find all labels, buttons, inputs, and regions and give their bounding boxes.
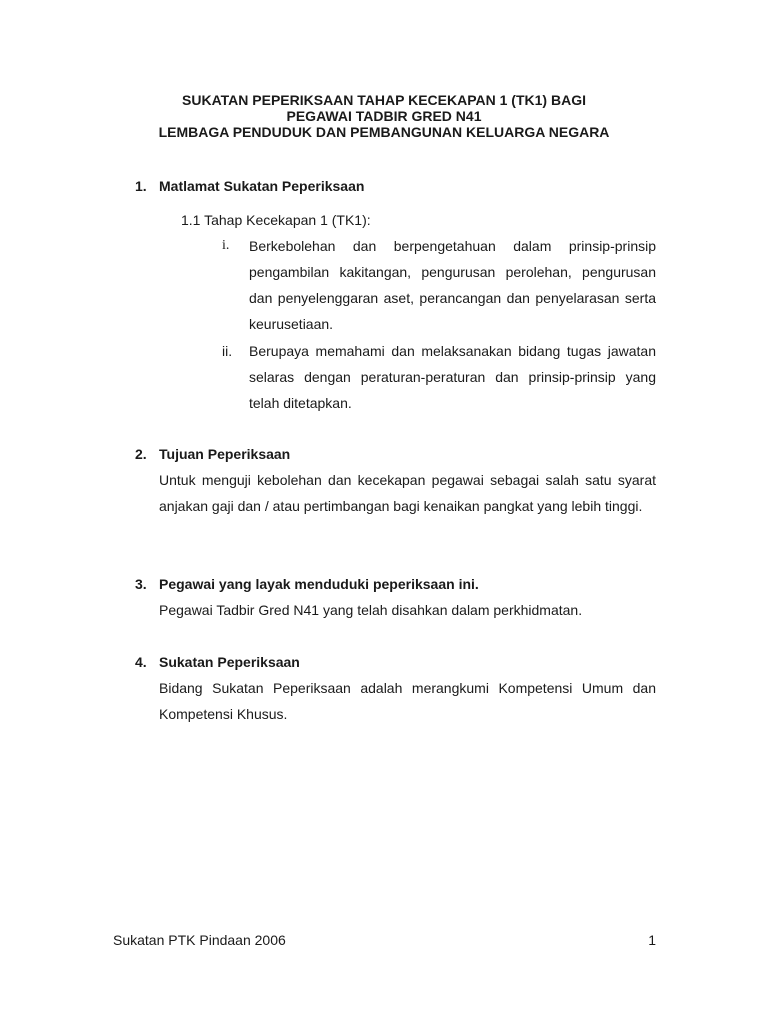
section-1-number: 1. xyxy=(135,178,147,194)
title-line-2: PEGAWAI TADBIR GRED N41 xyxy=(286,108,482,124)
list-item-text: Berupaya memahami dan melaksanakan bidang tugas jawatan selaras dengan peraturan-peraturan dan prinsip-prinsip yang telah ditetapkan. xyxy=(249,343,656,411)
page-number: 1 xyxy=(648,932,656,948)
section-2-body: Untuk menguji kebolehan dan kecekapan pegawai sebagai salah satu syarat anjakan gaji dan / atau pertimbangan bagi kenaikan pangkat yang lebih tinggi. xyxy=(159,472,656,514)
section-4-body: Bidang Sukatan Peperiksaan adalah merangkumi Kompetensi Umum dan Kompetensi Khusus. xyxy=(159,680,656,722)
section-4-number: 4. xyxy=(135,654,147,670)
list-item-text: Berkebolehan dan berpengetahuan dalam prinsip-prinsip pengambilan kakitangan, pengurusan perolehan, pengurusan dan penyelenggaran aset, perancangan dan penyelarasan serta keurusetiaan. xyxy=(249,238,656,332)
list-item-marker: ii. xyxy=(222,343,233,359)
section-2-heading xyxy=(135,446,290,462)
list-item-marker: i. xyxy=(222,238,230,253)
title-line-3: LEMBAGA PENDUDUK DAN PEMBANGUNAN KELUARGA NEGARA xyxy=(158,124,610,140)
document-title xyxy=(0,92,768,140)
section-1-heading xyxy=(135,178,364,194)
section-4-title: Sukatan Peperiksaan xyxy=(159,654,300,670)
footer-label: Sukatan PTK Pindaan 2006 xyxy=(113,932,286,948)
section-1-title: Matlamat Sukatan Peperiksaan xyxy=(159,178,365,194)
section-3-heading xyxy=(135,576,479,592)
section-2-title: Tujuan Peperiksaan xyxy=(159,446,291,462)
list-item xyxy=(222,338,656,416)
section-4-heading xyxy=(135,654,300,670)
subsection-1-1-heading: 1.1 Tahap Kecekapan 1 (TK1): xyxy=(181,212,371,228)
section-2-number: 2. xyxy=(135,446,147,462)
list-item xyxy=(222,233,656,337)
section-3-title: Pegawai yang layak menduduki peperiksaan ini. xyxy=(159,576,479,592)
title-line-1: SUKATAN PEPERIKSAAN TAHAP KECEKAPAN 1 (TK1) BAGI xyxy=(182,92,586,108)
section-3-number: 3. xyxy=(135,576,147,592)
section-3-body: Pegawai Tadbir Gred N41 yang telah disahkan dalam perkhidmatan. xyxy=(159,602,583,618)
